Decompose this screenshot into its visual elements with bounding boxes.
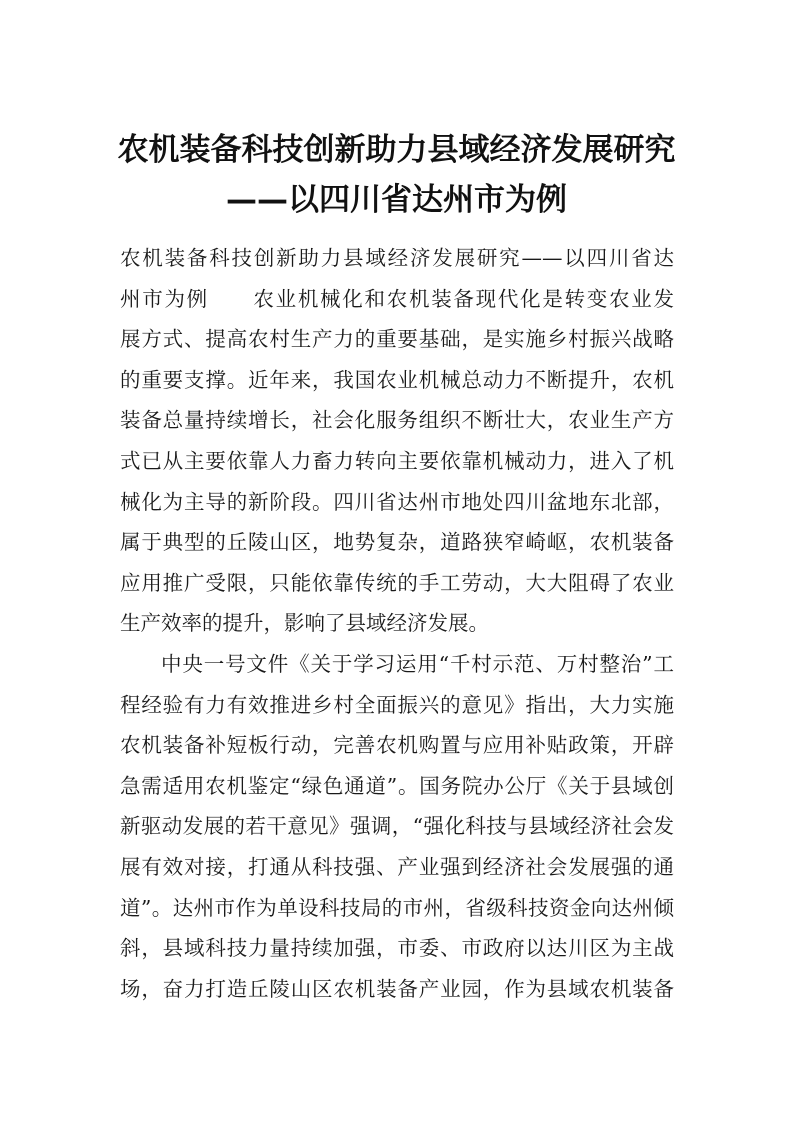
text-line: 程经验有力有效推进乡村全面振兴的意见》指出，大力实施: [120, 692, 674, 717]
paragraph-2: [120, 644, 674, 1009]
document-body: [120, 238, 674, 1009]
text-line: 新驱动发展的若干意见》强调，“强化科技与县域经济社会发: [120, 814, 674, 839]
text-line: 的重要支撑。近年来，我国农业机械总动力不断提升，农机: [120, 367, 674, 392]
text-line: 中央一号文件《关于学习运用“千村示范、万村整治”工: [161, 651, 674, 676]
paragraph-1: [120, 238, 674, 644]
text-line: 械化为主导的新阶段。四川省达州市地处四川盆地东北部，: [120, 489, 674, 514]
text-line: 生产效率的提升，影响了县域经济发展。: [120, 611, 489, 636]
text-line: 属于典型的丘陵山区，地势复杂，道路狭窄崎岖，农机装备: [120, 530, 674, 555]
text-line: 场，奋力打造丘陵山区农机装备产业园，作为县域农机装备: [120, 976, 674, 1001]
text-line: 道”。达州市作为单设科技局的市州，省级科技资金向达州倾: [120, 895, 674, 920]
text-line: 急需适用农机鉴定“绿色通道”。国务院办公厅《关于县域创: [120, 773, 674, 798]
text-line: 展方式、提高农村生产力的重要基础，是实施乡村振兴战略: [120, 327, 674, 352]
text-line: 应用推广受限，只能依靠传统的手工劳动，大大阻碍了农业: [120, 570, 674, 595]
text-line: 斜，县域科技力量持续加强，市委、市政府以达川区为主战: [120, 936, 674, 961]
text-line: 农机装备补短板行动，完善农机购置与应用补贴政策，开辟: [120, 733, 674, 758]
text-line: 展有效对接，打通从科技强、产业强到经济社会发展强的通: [120, 854, 674, 879]
text-line: 州市为例 农业机械化和农机装备现代化是转变农业发: [120, 286, 674, 311]
document-title-line-2: ——以四川省达州市为例: [226, 182, 567, 218]
text-line: 农机装备科技创新助力县域经济发展研究——以四川省达: [120, 246, 674, 270]
document-title-line-1: 农机装备科技创新助力县域经济发展研究: [117, 132, 676, 168]
text-line: 式已从主要依靠人力畜力转向主要依靠机械动力，进入了机: [120, 448, 674, 473]
text-line: 装备总量持续增长，社会化服务组织不断壮大，农业生产方: [120, 408, 674, 433]
